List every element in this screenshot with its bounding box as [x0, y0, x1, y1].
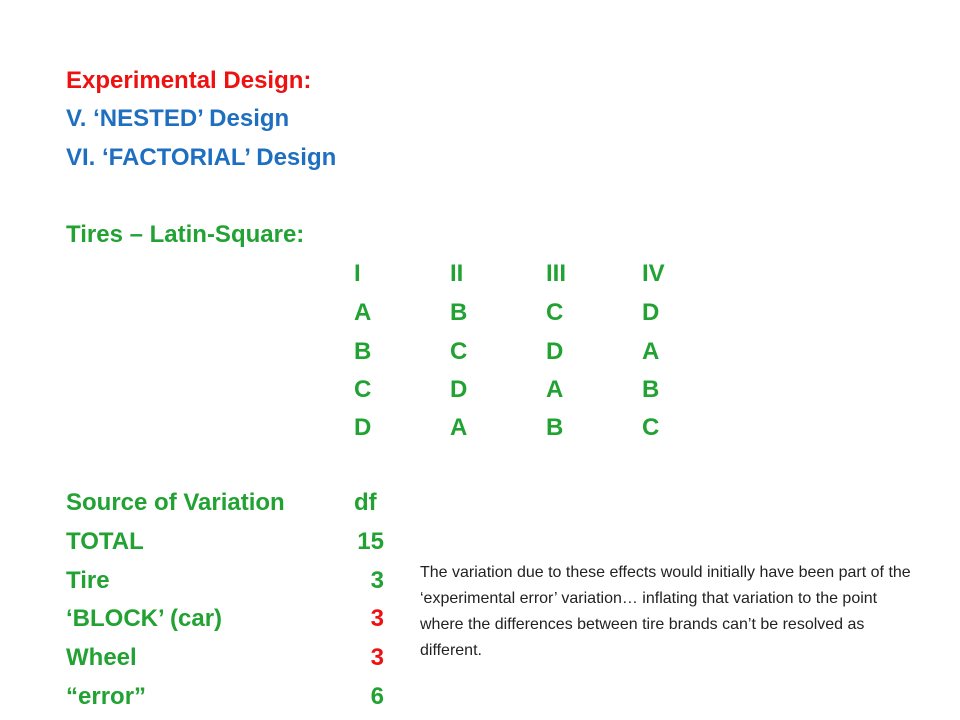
grid-cell: D — [546, 338, 564, 365]
grid-cell: A — [642, 338, 660, 365]
grid-cell: C — [642, 414, 660, 441]
df-block: 3 — [370, 605, 384, 632]
source-tire: Tire — [66, 567, 110, 594]
column-header: II — [450, 260, 464, 287]
factorial-design-item: VI. ‘FACTORIAL’ Design — [66, 144, 337, 171]
nested-design-item: V. ‘NESTED’ Design — [66, 105, 290, 132]
grid-cell: A — [354, 299, 372, 326]
source-header: Source of Variation — [66, 489, 285, 516]
grid-cell: D — [450, 376, 468, 403]
grid-cell: C — [546, 299, 564, 326]
column-header: I — [354, 260, 361, 287]
df-total: 15 — [357, 528, 384, 555]
source-wheel: Wheel — [66, 644, 137, 671]
column-header: III — [546, 260, 567, 287]
latin-square-title: Tires – Latin-Square: — [66, 221, 305, 248]
grid-cell: B — [642, 376, 660, 403]
df-error: 6 — [370, 683, 384, 710]
slide-title: Experimental Design: — [66, 67, 312, 94]
column-header: IV — [642, 260, 665, 287]
source-block: ‘BLOCK’ (car) — [66, 605, 223, 632]
df-wheel: 3 — [370, 644, 384, 671]
grid-cell: B — [450, 299, 468, 326]
grid-cell: A — [546, 376, 564, 403]
grid-cell: C — [354, 376, 372, 403]
source-error: “error” — [66, 683, 147, 710]
grid-cell: C — [450, 338, 468, 365]
df-tire: 3 — [370, 567, 384, 594]
explanatory-note: The variation due to these effects would initially have been part of the ‘experimental error’ variation… inflating that variation to the point where the differences between tire brands can’t be resolved as different. — [420, 564, 911, 659]
grid-cell: B — [546, 414, 564, 441]
grid-cell: D — [642, 299, 660, 326]
grid-cell: D — [354, 414, 372, 441]
grid-cell: A — [450, 414, 468, 441]
grid-cell: B — [354, 338, 372, 365]
df-header: df — [354, 489, 377, 516]
source-total: TOTAL — [66, 528, 144, 555]
